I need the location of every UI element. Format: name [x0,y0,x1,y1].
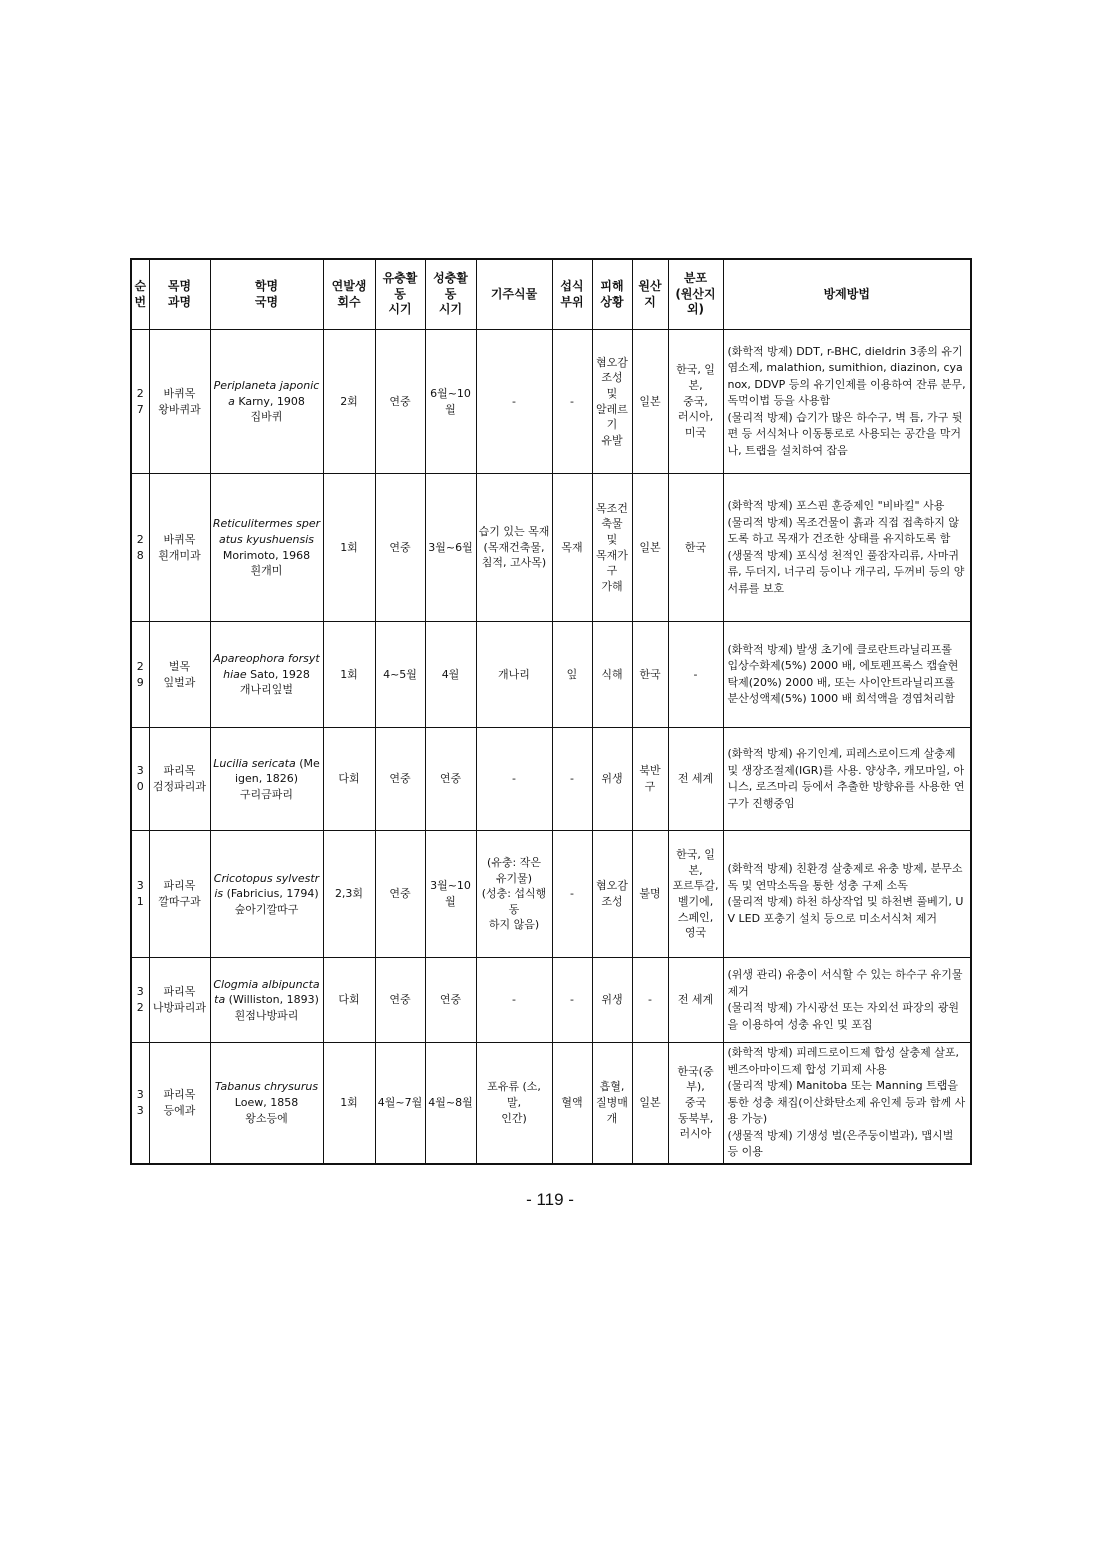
cell-adult-period: 연중 [425,958,476,1043]
cell-no: 29 [131,622,149,728]
cell-scientific-name [210,474,323,622]
control-method-line: (물리적 방제) 습기가 많은 하수구, 벽 틈, 가구 뒷편 등 서식처나 이동통로로 사용되는 공간을 막거나, 트랩을 설치하여 잡음 [727,410,963,457]
cell-control-method [723,831,971,958]
cell-damage: 목조건 축물 및 목재가 구 가해 [592,474,632,622]
cell-scientific-name [210,958,323,1043]
cell-adult-period: 3월~10월 [425,831,476,958]
cell-feeding-part: - [552,958,592,1043]
cell-larva-period: 연중 [375,330,425,474]
cell-adult-period: 연중 [425,728,476,831]
cell-generations: 다회 [323,728,375,831]
cell-distribution: 한국, 일본, 중국, 러시아, 미국 [668,330,723,474]
control-method-line: (화학적 방제) 발생 초기에 클로란트라닐리프롤 입상수화제(5%) 2000 배, 에토펜프록스 캡슐현탁제(20%) 2000 배, 또는 사이안트라닐리프롤 분산성액제(5%) 1000 배 희석액을 경엽처리함 [727,642,959,705]
scientific-name-author: Karny, 1908 [234,394,305,408]
scientific-name-author: (Fabricius, 1794) [223,887,319,901]
control-method-line: (생물적 방제) 포식성 천적인 풀잠자리류, 사마귀류, 두더지, 너구리 등이나 개구리, 두꺼비 등의 양서류를 보호 [727,548,965,595]
header-control: 방제방법 [723,259,971,330]
cell-feeding-part: 혈액 [552,1043,592,1164]
pest-table [130,258,972,1165]
cell-adult-period: 4월 [425,622,476,728]
cell-scientific-name [210,831,323,958]
cell-damage: 흡혈, 질병매 개 [592,1043,632,1164]
control-method-line: (물리적 방제) Manitoba 또는 Manning 트랩을 통한 성충 채집(이산화탄소제 유인제 등과 함께 사용 가능) [727,1079,966,1125]
header-generations: 연발생 회수 [323,259,375,330]
scientific-name-italic: Periplaneta japonica [213,379,320,408]
scientific-name-italic: Reticulitermes speratus kyushuensis [212,517,321,546]
cell-generations: 2,3회 [323,831,375,958]
cell-origin: 한국 [632,622,668,728]
control-method-line: (화학적 방제) 포스핀 훈증제인 "비바킬" 사용 [727,499,945,512]
control-method-line: (화학적 방제) DDT, r-BHC, dieldrin 3종의 유기 염소제, malathion, sumithion, diazinon, cyanox, DDVP 등의 유기인제를 이용하여 잔류 분무, 독먹이법 등을 사용함 [727,344,966,408]
cell-control-method [723,474,971,622]
scientific-name-author: Sato, 1928 [246,667,310,681]
cell-origin: 일본 [632,1043,668,1164]
header-scientific-name: 학명 국명 [210,259,323,330]
cell-feeding-part: - [552,728,592,831]
table-row [131,831,971,958]
scientific-name-author: (Williston, 1893) [225,993,319,1007]
korean-name: 왕소등에 [245,1111,288,1125]
cell-no: 32 [131,958,149,1043]
cell-host: 습기 있는 목재 (목재건축물, 침적, 고사목) [476,474,552,622]
cell-order-family: 바퀴목 왕바퀴과 [149,330,210,474]
korean-name: 숲아기깔따구 [234,902,299,916]
scientific-name-italic: Clogmia albipunctata [213,977,320,1007]
cell-distribution: 전 세계 [668,958,723,1043]
header-no: 순 번 [131,259,149,330]
cell-no: 33 [131,1043,149,1164]
table-row [131,958,971,1043]
cell-origin: 불명 [632,831,668,958]
korean-name: 흰점나방파리 [234,1008,299,1022]
cell-distribution: 한국(중부), 중국 동북부, 러시아 [668,1043,723,1164]
cell-order-family: 파리목 나방파리과 [149,958,210,1043]
control-method-line: (물리적 방제) 가시광선 또는 자외선 파장의 광원을 이용하여 성충 유인 및 포집 [727,1001,959,1031]
cell-feeding-part: - [552,330,592,474]
cell-host: (유충: 작은 유기물) (성충: 섭식행동 하지 않음) [476,831,552,958]
cell-host: 개나리 [476,622,552,728]
scientific-name-author: Morimoto, 1968 [222,548,311,562]
header-order-family: 목명 과명 [149,259,210,330]
scientific-name-italic: Cricotopus sylvestris [213,871,320,901]
cell-adult-period: 4월~8월 [425,1043,476,1164]
cell-host: - [476,330,552,474]
cell-feeding-part: 잎 [552,622,592,728]
header-larva-period: 유충활동 시기 [375,259,425,330]
header-distribution: 분포 (원산지외) [668,259,723,330]
cell-scientific-name [210,622,323,728]
scientific-name-italic: Apareophora forsythiae [213,652,320,681]
cell-generations: 1회 [323,474,375,622]
cell-control-method [723,728,971,831]
cell-origin: 북반구 [632,728,668,831]
scientific-name-italic: Tabanus chrysurus [214,1080,319,1094]
cell-generations: 다회 [323,958,375,1043]
cell-larva-period: 연중 [375,958,425,1043]
cell-damage: 위생 [592,958,632,1043]
cell-order-family: 파리목 검정파리과 [149,728,210,831]
cell-larva-period: 4~5월 [375,622,425,728]
cell-order-family: 파리목 깔따구과 [149,831,210,958]
cell-distribution: 전 세계 [668,728,723,831]
cell-host: - [476,728,552,831]
cell-origin: 일본 [632,330,668,474]
cell-host: 포유류 (소, 말, 인간) [476,1043,552,1164]
table-header-row [131,259,971,330]
cell-scientific-name [210,728,323,831]
cell-host: - [476,958,552,1043]
table-row [131,474,971,622]
cell-control-method [723,1043,971,1164]
cell-origin: - [632,958,668,1043]
control-method-line: (화학적 방제) 피레드로이드제 합성 살충제 살포, 벤즈아마이드제 합성 기피제 사용 [727,1046,959,1076]
cell-larva-period: 연중 [375,474,425,622]
cell-scientific-name [210,1043,323,1164]
korean-name: 흰개미 [250,564,283,578]
header-damage: 피해 상황 [592,259,632,330]
header-host: 기주식물 [476,259,552,330]
cell-no: 28 [131,474,149,622]
header-adult-period: 성충활동 시기 [425,259,476,330]
cell-scientific-name [210,330,323,474]
cell-larva-period: 연중 [375,728,425,831]
cell-damage: 혐오감 조성 [592,831,632,958]
cell-control-method [723,330,971,474]
cell-damage: 식해 [592,622,632,728]
cell-origin: 일본 [632,474,668,622]
cell-adult-period: 3월~6월 [425,474,476,622]
control-method-line: (물리적 방제) 목조건물이 흙과 직접 접촉하지 않도록 하고 목재가 건조한 상태를 유지하도록 함 [727,515,959,545]
control-method-line: (화학적 방제) 유기인계, 피레스로이드계 살충제 및 생장조절제(IGR)를 사용. 양상추, 캐모마일, 아니스, 로즈마리 등에서 추출한 방향유를 사용한 연구가 진행중임 [727,747,965,810]
cell-feeding-part: - [552,831,592,958]
scientific-name-author: Loew, 1858 [234,1095,299,1109]
cell-no: 27 [131,330,149,474]
cell-order-family: 바퀴목 흰개미과 [149,474,210,622]
cell-control-method [723,958,971,1043]
cell-adult-period: 6월~10월 [425,330,476,474]
cell-distribution: 한국, 일본, 포르투갈, 벨기에, 스페인, 영국 [668,831,723,958]
control-method-line: (생물적 방제) 기생성 벌(은주둥이벌과), 맵시벌 등 이용 [727,1128,954,1158]
cell-larva-period: 4월~7월 [375,1043,425,1164]
scientific-name-author: (Meigen, 1826) [234,756,320,786]
table-row [131,330,971,474]
cell-distribution: 한국 [668,474,723,622]
scientific-name-italic: Lucilia sericata [213,756,296,770]
cell-generations: 1회 [323,1043,375,1164]
cell-no: 30 [131,728,149,831]
cell-order-family: 파리목 등에과 [149,1043,210,1164]
cell-generations: 2회 [323,330,375,474]
cell-feeding-part: 목재 [552,474,592,622]
korean-name: 구리금파리 [239,787,294,801]
control-method-line: (물리적 방제) 하천 하상작업 및 하천변 풀베기, UV LED 포충기 설치 등으로 미소서식처 제거 [727,895,964,925]
cell-control-method [723,622,971,728]
table-row [131,728,971,831]
control-method-line: (화학적 방제) 친환경 살충제로 유충 방제, 분무소독 및 연막소독을 통한 성충 구제 소독 [727,862,963,892]
cell-distribution: - [668,622,723,728]
korean-name: 개나리잎벌 [239,683,294,697]
header-origin: 원산지 [632,259,668,330]
cell-order-family: 벌목 잎벌과 [149,622,210,728]
korean-name: 집바퀴 [250,410,283,424]
cell-no: 31 [131,831,149,958]
control-method-line: (위생 관리) 유충이 서식할 수 있는 하수구 유기물 제거 [727,968,963,998]
cell-generations: 1회 [323,622,375,728]
cell-damage: 혐오감 조성 및 알레르 기 유발 [592,330,632,474]
page-number: - 119 - [526,1190,574,1209]
cell-larva-period: 연중 [375,831,425,958]
header-feeding-part: 섭식 부위 [552,259,592,330]
table-row [131,1043,971,1164]
table-body [131,330,971,1164]
cell-damage: 위생 [592,728,632,831]
table-row [131,622,971,728]
